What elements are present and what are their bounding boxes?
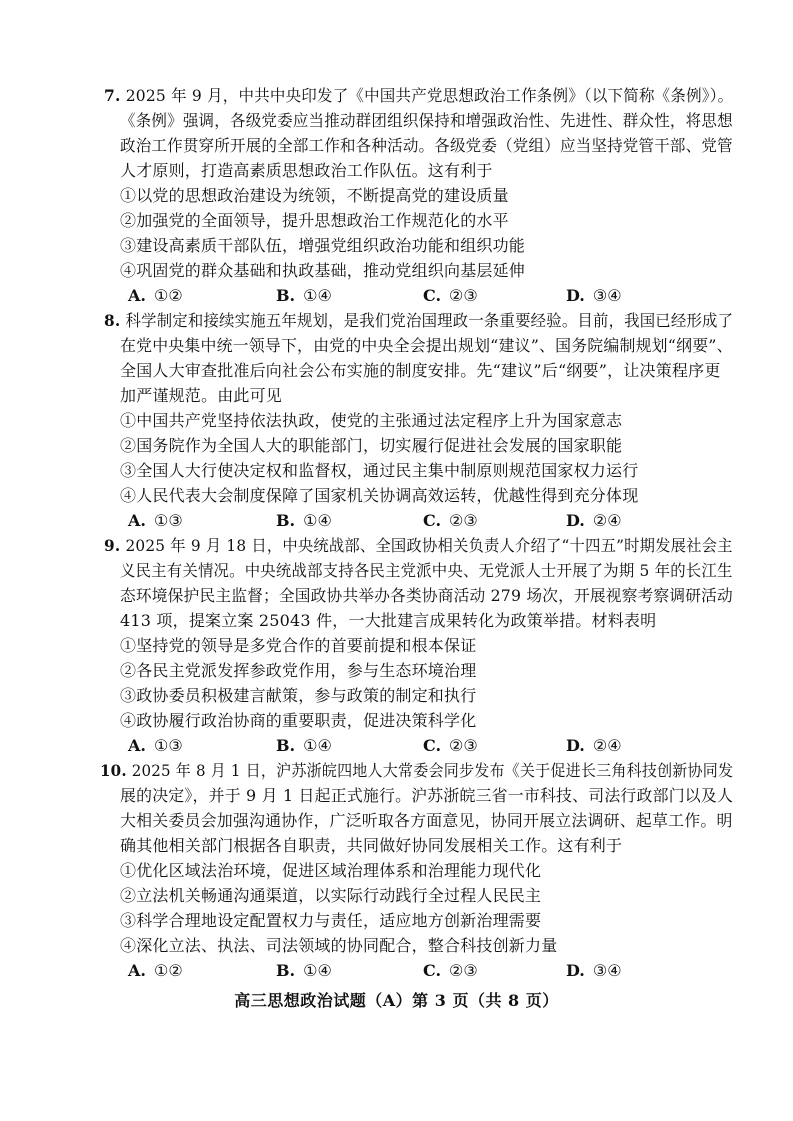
question-stem-line: 10. 2025 年 8 月 1 日，沪苏浙皖四地人大常委会同步发布《关于促进长三角科技创新协同发 <box>100 761 734 780</box>
answer-choice-c[interactable]: C. ②③ <box>423 961 478 980</box>
answer-choice-b[interactable]: B. ①④ <box>276 961 332 980</box>
answer-choice-d[interactable]: D. ③④ <box>566 286 622 305</box>
statement-option-1: ①以党的思想政治建设为统领，不断提高党的建设质量 <box>120 186 509 205</box>
question-stem-line: 在党中央集中统一领导下，由党的中央全会提出规划“建议”、国务院编制规划“纲要”、 <box>120 336 733 355</box>
question-stem-line: 政治工作贯穿所开展的全部工作和各种活动。各级党委（党组）应当坚持党管干部、党管 <box>120 136 733 155</box>
question-stem-line: 全国人大审查批准后向社会公布实施的制度安排。先“建议”后“纲要”，让决策程序更 <box>120 361 721 380</box>
answer-choice-a[interactable]: A. ①③ <box>128 736 183 755</box>
answer-choice-d[interactable]: D. ③④ <box>566 961 622 980</box>
answer-choice-c[interactable]: C. ②③ <box>423 736 478 755</box>
statement-option-2: ②加强党的全面领导，提升思想政治工作规范化的水平 <box>120 211 509 230</box>
answer-choice-b[interactable]: B. ①④ <box>276 286 332 305</box>
answer-choice-d[interactable]: D. ②④ <box>566 511 622 530</box>
question-stem-line: 加严谨规范。由此可见 <box>120 386 283 405</box>
statement-option-3: ③政协委员积极建言献策，参与政策的制定和执行 <box>120 686 477 705</box>
statement-option-2: ②立法机关畅通沟通渠道，以实际行动践行全过程人民民主 <box>120 886 542 905</box>
question-number: 9. <box>104 536 121 555</box>
statement-option-4: ④人民代表大会制度保障了国家机关协调高效运转，优越性得到充分体现 <box>120 486 639 505</box>
question-stem-line: 413 项，提案立案 25043 件，一大批建言成果转化为政策举措。材料表明 <box>120 611 657 630</box>
question-stem-line: 展的决定》，并于 9 月 1 日起正式施行。沪苏浙皖三省一市科技、司法行政部门以及人 <box>120 786 734 805</box>
statement-option-1: ①坚持党的领导是多党合作的首要前提和根本保证 <box>120 636 477 655</box>
question-stem-line: 人才原则，打造高素质思想政治工作队伍。这有利于 <box>120 161 493 180</box>
statement-option-4: ④深化立法、执法、司法领域的协同配合，整合科技创新力量 <box>120 936 558 955</box>
statement-option-4: ④巩固党的群众基础和执政基础，推动党组织向基层延伸 <box>120 261 526 280</box>
answer-choice-b[interactable]: B. ①④ <box>276 736 332 755</box>
question-stem-line: 7. 2025 年 9 月，中共中央印发了《中国共产党思想政治工作条例》（以下简称《条例》）。 <box>104 86 734 105</box>
question-stem-line: 8. 科学制定和接续实施五年规划，是我们党治国理政一条重要经验。目前，我国已经形成了 <box>104 311 734 330</box>
answer-choice-c[interactable]: C. ②③ <box>423 286 478 305</box>
answer-choice-a[interactable]: A. ①② <box>128 286 183 305</box>
statement-option-1: ①优化区域法治环境，促进区域治理体系和治理能力现代化 <box>120 861 542 880</box>
question-stem-line: 《条例》强调，各级党委应当推动群团组织保持和增强政治性、先进性、群众性，将思想 <box>120 111 733 130</box>
question-number: 8. <box>104 311 121 330</box>
statement-option-4: ④政协履行政治协商的重要职责，促进决策科学化 <box>120 711 477 730</box>
answer-choice-b[interactable]: B. ①④ <box>276 511 332 530</box>
statement-option-2: ②各民主党派发挥参政党作用，参与生态环境治理 <box>120 661 477 680</box>
question-stem-line: 确其他相关部门根据各自职责，共同做好协同发展相关工作。这有利于 <box>120 836 623 855</box>
question-stem-line: 大相关委员会加强沟通协作，广泛听取各方面意见，协同开展立法调研、起草工作。明 <box>120 811 733 830</box>
question-number: 10. <box>100 761 127 780</box>
question-number: 7. <box>104 86 121 105</box>
question-stem-line: 态环境保护民主监督；全国政协共举办各类协商活动 279 场次，开展视察考察调研活动 <box>120 586 733 605</box>
page-footer: 高三思想政治试题（A）第 3 页（共 8 页） <box>234 991 559 1010</box>
question-stem-line: 9. 2025 年 9 月 18 日，中央统战部、全国政协相关负责人介绍了“十四五”时期发展社会主 <box>104 536 733 555</box>
answer-choice-a[interactable]: A. ①② <box>128 961 183 980</box>
answer-choice-c[interactable]: C. ②③ <box>423 511 478 530</box>
statement-option-3: ③建设高素质干部队伍，增强党组织政治功能和组织功能 <box>120 236 526 255</box>
statement-option-2: ②国务院作为全国人大的职能部门，切实履行促进社会发展的国家职能 <box>120 436 623 455</box>
answer-choice-d[interactable]: D. ②④ <box>566 736 622 755</box>
statement-option-3: ③科学合理地设定配置权力与责任，适应地方创新治理需要 <box>120 911 542 930</box>
statement-option-1: ①中国共产党坚持依法执政，使党的主张通过法定程序上升为国家意志 <box>120 411 623 430</box>
statement-option-3: ③全国人大行使决定权和监督权，通过民主集中制原则规范国家权力运行 <box>120 461 639 480</box>
question-stem-line: 义民主有关情况。中央统战部支持各民主党派中央、无党派人士开展了为期 5 年的长江生 <box>120 561 733 580</box>
answer-choice-a[interactable]: A. ①③ <box>128 511 183 530</box>
